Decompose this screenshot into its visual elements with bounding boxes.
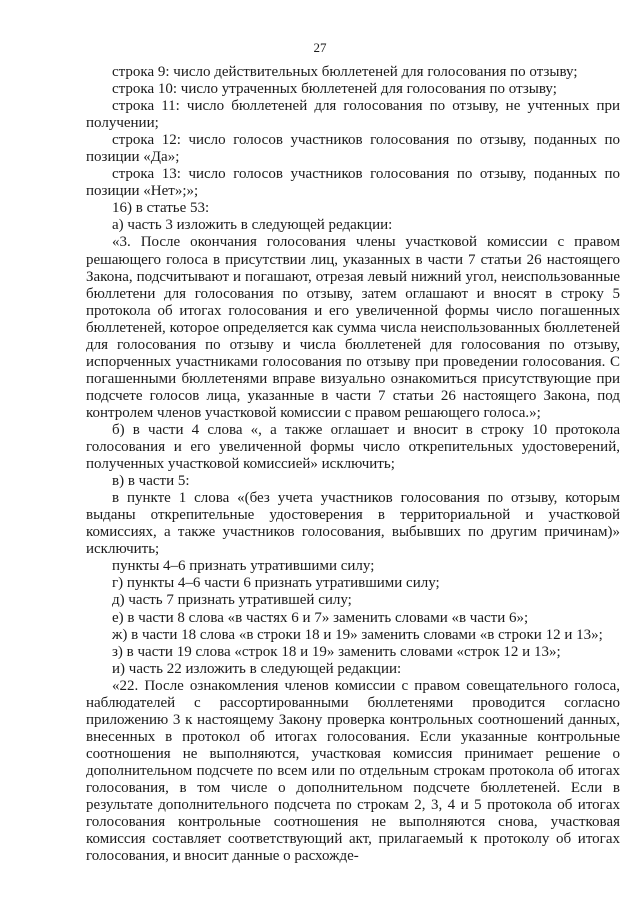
paragraph-item-zh: ж) в части 18 слова «в строки 18 и 19» заменить словами «в строки 12 и 13»; bbox=[112, 626, 603, 643]
paragraph-row-11: строка 11: число бюллетеней для голосования по отзыву, не учтенных при получении; bbox=[86, 98, 620, 132]
document-body bbox=[86, 64, 620, 865]
paragraph-item-g: г) пункты 4–6 части 6 признать утратившими силу; bbox=[112, 575, 440, 592]
paragraph-item-i: и) часть 22 изложить в следующей редакции: bbox=[112, 660, 402, 677]
paragraph-row-13: строка 13: число голосов участников голосования по отзыву, поданных по позиции «Нет»;»; bbox=[86, 166, 620, 200]
paragraph-item-v: в) в части 5: bbox=[112, 473, 190, 490]
paragraph-item-16: 16) в статье 53: bbox=[112, 200, 210, 217]
paragraph-item-d: д) часть 7 признать утратившей силу; bbox=[112, 592, 352, 609]
paragraph-item-e: е) в части 8 слова «в частях 6 и 7» заменить словами «в части 6»; bbox=[112, 609, 529, 626]
paragraph-item-b: б) в части 4 слова «, а также оглашает и вносит в строку 10 протокола голосования и его увеличенной формы число открепительных удостоверений, полученных участковой комиссией» исключить; bbox=[86, 421, 620, 473]
paragraph-row-12: строка 12: число голосов участников голосования по отзыву, поданных по позиции «Да»; bbox=[86, 132, 620, 166]
paragraph-row-10: строка 10: число утраченных бюллетеней для голосования по отзыву; bbox=[112, 81, 557, 98]
paragraph-part-3-text: «3. После окончания голосования члены участковой комиссии с правом решающего голоса в присутствии лиц, указанных в части 7 статьи 26 настоящего Закона, подсчитывают и погашают, отрезая левый нижний угол, неиспользованные бюллетени для голосования по отзыву, затем оглашают и вносят в строку 5 протокола об итогах голосования и его увеличенной формы число погашенных бюллетеней, которое определяется как сумма числа неиспользованных бюллетеней для голосования по отзыву и числа бюллетеней для голосования по отзыву, испорченных участниками голосования по отзыву при проведении голосования. С погашенными бюллетенями вправе визуально ознакомиться присутствующие при подсчете голосов лица, указанные в части 7 статьи 26 настоящего Закона, под контролем членов участковой комиссии с правом решающего голоса.»; bbox=[86, 234, 620, 421]
paragraph-point-1: в пункте 1 слова «(без учета участников голосования по отзыву, которым выданы открепительные удостоверения в территориальной и участковой комиссиях, а также участников голосования, выбывших по другим причинам)» исключить; bbox=[86, 490, 620, 558]
paragraph-item-z: з) в части 19 слова «строк 18 и 19» заменить словами «строк 12 и 13»; bbox=[112, 643, 561, 660]
paragraph-points-4-6: пункты 4–6 признать утратившими силу; bbox=[112, 558, 375, 575]
paragraph-part-22-text: «22. После ознакомления членов комиссии с правом совещательного голоса, наблюдателей с рассортированными бюллетенями проводится согласно приложению 3 к настоящему Закону проверка контрольных соотношений данных, внесенных в протокол об итогах голосования. Если указанные контрольные соотношения не выполняются, участковая комиссия принимает решение о дополнительном подсчете по всем или по отдельным строкам протокола об итогах голосования, в том числе о дополнительном подсчете бюллетеней. Если в результате дополнительного подсчета по строкам 2, 3, 4 и 5 протокола об итогах голосования контрольные соотношения не выполняются снова, участковая комиссия составляет соответствующий акт, прилагаемый к протоколу об итогах голосования, и вносит данные о расхожде- bbox=[86, 677, 620, 865]
paragraph-item-a: а) часть 3 изложить в следующей редакции: bbox=[112, 217, 393, 234]
page-number: 27 bbox=[313, 40, 327, 55]
paragraph-row-9: строка 9: число действительных бюллетеней для голосования по отзыву; bbox=[112, 64, 578, 80]
